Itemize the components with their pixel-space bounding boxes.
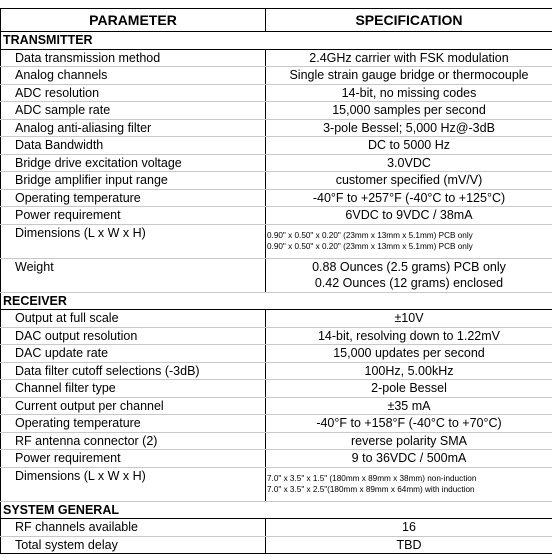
param-cell: ADC sample rate <box>1 102 266 120</box>
spec-line: 0.90" x 0.50" x 0.20" (23mm x 13mm x 5.1mm) PCB only <box>267 241 552 252</box>
spec-cell: ±35 mA <box>266 397 552 415</box>
spec-cell: 2-pole Bessel <box>266 380 552 398</box>
table-row <box>1 345 552 363</box>
table-row <box>1 137 552 155</box>
spec-cell: 6VDC to 9VDC / 38mA <box>266 207 552 225</box>
section-transmitter: TRANSMITTER <box>1 32 552 50</box>
spec-line: 0.88 Ounces (2.5 grams) PCB only <box>266 259 552 275</box>
table-row <box>1 467 552 501</box>
spec-line: 7.0" x 3.5" x 1.5" (180mm x 89mm x 38mm) non-induction <box>267 473 552 484</box>
spec-line: 0.42 Ounces (12 grams) enclosed <box>266 275 552 291</box>
param-cell: Data transmission method <box>1 49 266 67</box>
spec-cell: -40°F to +158°F (-40°C to +70°C) <box>266 415 552 433</box>
table-row <box>1 519 552 537</box>
section-row <box>1 32 552 50</box>
param-cell: Dimensions (L x W x H) <box>1 467 266 501</box>
param-cell: Dimensions (L x W x H) <box>1 224 266 258</box>
param-cell: Operating temperature <box>1 415 266 433</box>
spec-cell <box>266 224 552 258</box>
spec-line: 7.0" x 3.5" x 2.5"(180mm x 89mm x 64mm) with induction <box>267 484 552 495</box>
spec-cell: 3.0VDC <box>266 154 552 172</box>
param-cell: ADC resolution <box>1 84 266 102</box>
param-cell: Data filter cutoff selections (-3dB) <box>1 362 266 380</box>
parameter-header: PARAMETER <box>1 9 266 32</box>
specification-header: SPECIFICATION <box>266 9 552 32</box>
table-row <box>1 207 552 225</box>
param-cell: RF channels available <box>1 519 266 537</box>
param-cell: DAC update rate <box>1 345 266 363</box>
spec-cell: customer specified (mV/V) <box>266 172 552 190</box>
section-receiver: RECEIVER <box>1 292 552 310</box>
spec-cell: TBD <box>266 536 552 554</box>
section-row <box>1 501 552 519</box>
spec-cell: 2.4GHz carrier with FSK modulation <box>266 49 552 67</box>
table-row <box>1 224 552 258</box>
spec-cell: 15,000 updates per second <box>266 345 552 363</box>
section-row <box>1 292 552 310</box>
table-row <box>1 450 552 468</box>
table-row <box>1 397 552 415</box>
param-cell: Power requirement <box>1 450 266 468</box>
param-cell: Current output per channel <box>1 397 266 415</box>
spec-cell: 15,000 samples per second <box>266 102 552 120</box>
param-cell: DAC output resolution <box>1 327 266 345</box>
spec-cell: 3-pole Bessel; 5,000 Hz@-3dB <box>266 119 552 137</box>
section-system-general: SYSTEM GENERAL <box>1 501 552 519</box>
table-row <box>1 102 552 120</box>
spec-cell <box>266 467 552 501</box>
param-cell: Operating temperature <box>1 189 266 207</box>
spec-line: 0.90" x 0.50" x 0.20" (23mm x 13mm x 5.1mm) PCB only <box>267 230 552 241</box>
spec-cell: 9 to 36VDC / 500mA <box>266 450 552 468</box>
spec-cell: 100Hz, 5.00kHz <box>266 362 552 380</box>
param-cell: RF antenna connector (2) <box>1 432 266 450</box>
param-cell: Data Bandwidth <box>1 137 266 155</box>
param-cell: Weight <box>1 258 266 292</box>
param-cell: Output at full scale <box>1 310 266 328</box>
spec-cell: ±10V <box>266 310 552 328</box>
spec-cell: Single strain gauge bridge or thermocouple <box>266 67 552 85</box>
header-row <box>1 9 552 32</box>
table-row <box>1 84 552 102</box>
table-row <box>1 189 552 207</box>
table-row <box>1 154 552 172</box>
spec-cell: reverse polarity SMA <box>266 432 552 450</box>
table-row <box>1 49 552 67</box>
spec-cell: 14-bit, no missing codes <box>266 84 552 102</box>
param-cell: Bridge drive excitation voltage <box>1 154 266 172</box>
spec-cell: DC to 5000 Hz <box>266 137 552 155</box>
table-row <box>1 258 552 292</box>
spec-cell <box>266 258 552 292</box>
param-cell: Analog anti-aliasing filter <box>1 119 266 137</box>
spec-cell: -40°F to +257°F (-40°C to +125°C) <box>266 189 552 207</box>
param-cell: Bridge amplifier input range <box>1 172 266 190</box>
spec-cell: 14-bit, resolving down to 1.22mV <box>266 327 552 345</box>
table-row <box>1 310 552 328</box>
table-row <box>1 362 552 380</box>
specification-table <box>0 8 552 554</box>
table-row <box>1 536 552 554</box>
table-row <box>1 415 552 433</box>
param-cell: Power requirement <box>1 207 266 225</box>
table-row <box>1 327 552 345</box>
table-row <box>1 432 552 450</box>
param-cell: Analog channels <box>1 67 266 85</box>
table-row <box>1 67 552 85</box>
table-row <box>1 380 552 398</box>
param-cell: Total system delay <box>1 536 266 554</box>
table-row <box>1 172 552 190</box>
table-row <box>1 119 552 137</box>
spec-cell: 16 <box>266 519 552 537</box>
param-cell: Channel filter type <box>1 380 266 398</box>
